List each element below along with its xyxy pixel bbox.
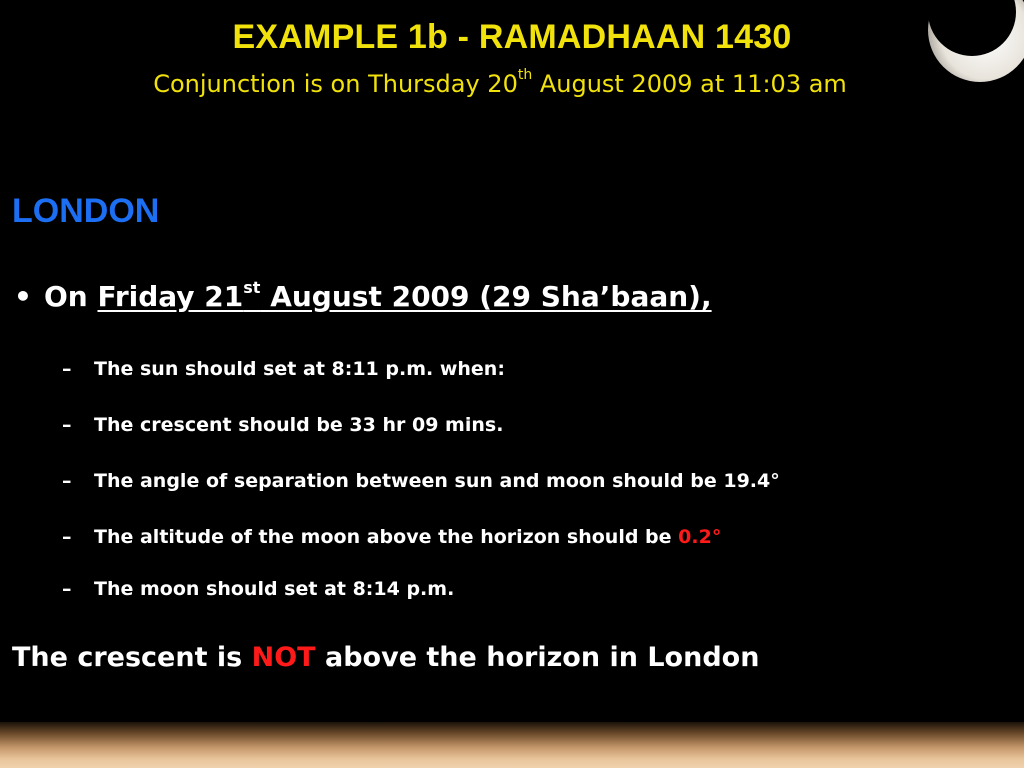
bullet-date — [97, 280, 711, 313]
subtitle-ordinal-suffix: th — [517, 67, 533, 83]
detail-angle-separation — [62, 470, 780, 492]
crescent-moon-icon — [922, 0, 1024, 90]
degree-unit: ° — [711, 526, 722, 548]
subtitle-text-start: Conjunction is on Thursday 20 — [153, 70, 518, 98]
horizon-glow — [0, 722, 1024, 768]
detail-moonset — [62, 578, 454, 600]
subtitle-text-end: August 2009 at 11:03 am — [532, 70, 847, 98]
conclusion-emphasis: NOT — [251, 642, 316, 673]
conclusion-end: above the horizon in London — [315, 642, 760, 673]
dash-marker: – — [62, 414, 72, 436]
dash-marker: – — [62, 358, 72, 380]
detail-text: The sun should set at 8:11 p.m. when: — [94, 358, 505, 380]
detail-text: The angle of separation between sun and moon should be 19.4 — [94, 470, 771, 492]
city-heading: LONDON — [12, 192, 160, 230]
conclusion-start: The crescent is — [12, 642, 252, 673]
dash-marker: – — [62, 470, 72, 492]
degree-unit: ° — [770, 470, 780, 492]
conclusion-statement — [12, 642, 759, 673]
bullet-prefix: On — [44, 280, 98, 313]
bullet-marker: • — [14, 280, 32, 313]
dash-marker: – — [62, 578, 72, 600]
detail-text: The moon should set at 8:14 p.m. — [94, 578, 455, 600]
slide-subtitle — [0, 67, 1000, 98]
detail-sunset — [62, 358, 505, 380]
altitude-value: 0.2 — [678, 526, 712, 548]
bullet-date-ordinal: st — [243, 278, 261, 297]
date-bullet — [14, 280, 712, 313]
bullet-date-end: August 2009 (29 Sha’baan), — [260, 280, 712, 313]
detail-moon-altitude — [62, 526, 721, 548]
detail-crescent-age — [62, 414, 503, 436]
detail-text: The crescent should be 33 hr 09 mins. — [94, 414, 504, 436]
dash-marker: – — [62, 526, 72, 548]
slide-title: EXAMPLE 1b - RAMADHAAN 1430 — [232, 18, 792, 56]
detail-text: The altitude of the moon above the horizon should be — [94, 526, 679, 548]
bullet-date-start: Friday 21 — [97, 280, 244, 313]
